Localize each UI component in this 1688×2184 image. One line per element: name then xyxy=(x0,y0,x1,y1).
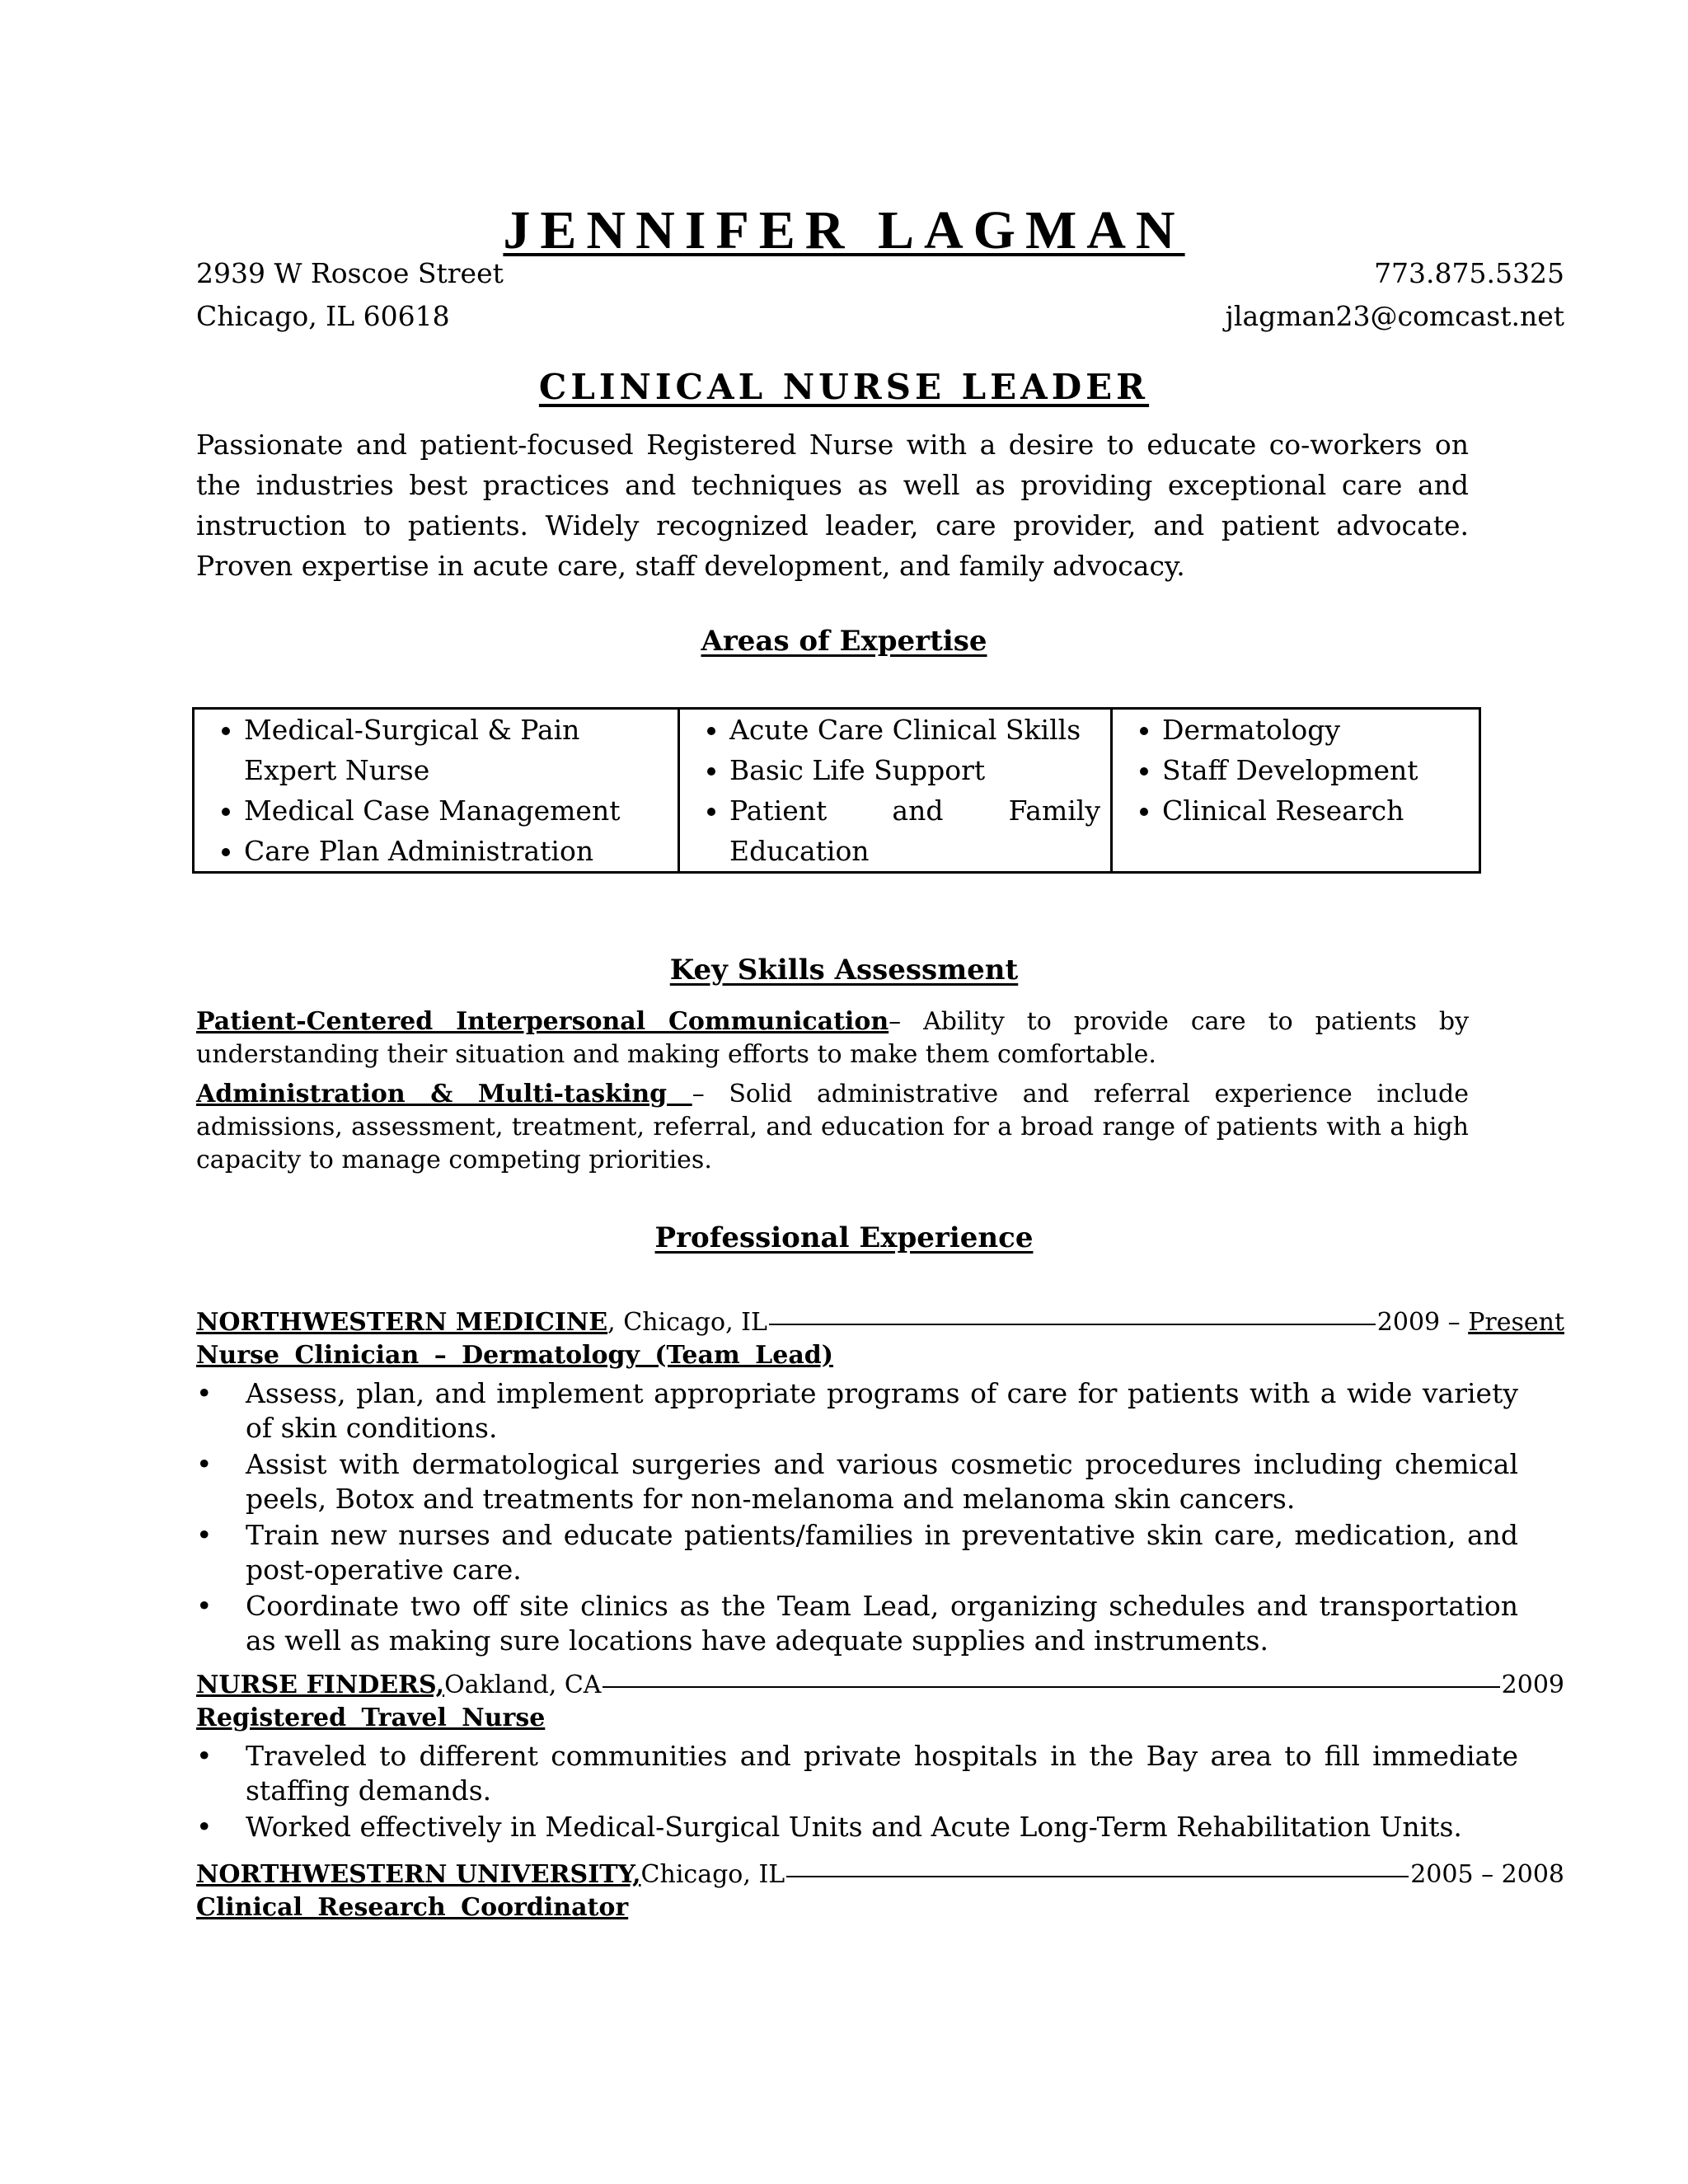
skill-entry xyxy=(196,1078,1469,1177)
expertise-item: • Staff Development xyxy=(1162,750,1469,790)
skill-description: – Solid administrative and referral experience include admissions, assessment, treatment, referral, and education for a broad range of patients with a high capacity to manage competing priorities. xyxy=(196,1080,1469,1174)
leader-line xyxy=(603,1686,1499,1688)
duty-item: • Train new nurses and educate patients/families in preventative skin care, medication, and post-operative care. xyxy=(246,1518,1518,1587)
expertise-item: • Patient and Family Education xyxy=(729,790,1100,871)
skills-heading: Key Skills Assessment xyxy=(669,954,1019,987)
expertise-heading: Areas of Expertise xyxy=(701,625,987,658)
expertise-item: • Basic Life Support xyxy=(729,750,1100,790)
employer-location: Oakland, CA xyxy=(444,1671,602,1699)
duty-item: • Coordinate two off site clinics as the Team Lead, organizing schedules and transportation as well as making sure locations have adequate supplies and instruments. xyxy=(246,1589,1518,1658)
phone-number: 773.875.5325 xyxy=(1374,257,1564,289)
job-dates: 2009 xyxy=(1501,1671,1564,1699)
expertise-column-2 xyxy=(679,709,1112,873)
address-line-1: 2939 W Roscoe Street xyxy=(196,257,504,289)
expertise-item: • Care Plan Administration xyxy=(244,831,668,871)
duty-item: • Worked effectively in Medical-Surgical Units and Acute Long-Term Rehabilitation Units. xyxy=(246,1810,1518,1844)
skill-description: – Ability to provide care to patients by understanding their situation and making efforts to make them comfortable. xyxy=(196,1007,1470,1069)
leader-line xyxy=(786,1876,1409,1877)
experience-heading: Professional Experience xyxy=(654,1221,1034,1254)
candidate-name: JENNIFER LAGMAN xyxy=(503,200,1185,260)
duty-item: • Assist with dermatological surgeries and various cosmetic procedures including chemical peels, Botox and treatments for non-melanoma and melanoma skin cancers. xyxy=(246,1447,1518,1516)
expertise-column-1 xyxy=(194,709,679,873)
expertise-table xyxy=(192,707,1481,874)
skill-label: Patient-Centered Interpersonal Communication xyxy=(196,1007,889,1036)
employer-location: Chicago, IL xyxy=(640,1860,785,1889)
leader-line xyxy=(769,1324,1376,1325)
duty-item: • Assess, plan, and implement appropriate programs of care for patients with a wide variety of skin conditions. xyxy=(246,1376,1518,1446)
job-dates: 2005 – 2008 xyxy=(1410,1860,1564,1889)
job-title: Nurse Clinician – Dermatology (Team Lead) xyxy=(196,1341,833,1370)
skill-entry xyxy=(196,1005,1469,1071)
expertise-item: • Dermatology xyxy=(1162,710,1469,750)
job-title: Registered Travel Nurse xyxy=(196,1704,546,1732)
job-title: Clinical Research Coordinator xyxy=(196,1893,629,1922)
job-header xyxy=(196,1669,1564,1702)
employer-name: NORTHWESTERN UNIVERSITY, xyxy=(196,1860,641,1889)
professional-summary: Passionate and patient-focused Registered Nurse with a desire to educate co-workers on the industries best practices and techniques as well as providing exceptional care and instruction to patients. Widely recognized leader, care provider, and patient advocate. Proven expertise in acute care, staff development, and family advocacy. xyxy=(196,429,1469,582)
employer-name: NURSE FINDERS, xyxy=(196,1671,445,1699)
job-dates: 2009 – Present xyxy=(1376,1308,1564,1337)
job-header xyxy=(196,1858,1564,1891)
expertise-item: • Medical Case Management xyxy=(244,790,668,831)
job-duties xyxy=(196,1739,1518,1846)
resume-title: CLINICAL NURSE LEADER xyxy=(538,367,1150,407)
job-header xyxy=(196,1306,1564,1339)
address-line-2: Chicago, IL 60618 xyxy=(196,300,450,332)
email-address: jlagman23@comcast.net xyxy=(1225,300,1564,332)
job-duties xyxy=(196,1376,1518,1660)
expertise-item: • Clinical Research xyxy=(1162,790,1469,831)
employer-location: , Chicago, IL xyxy=(607,1308,767,1337)
employer-name: NORTHWESTERN MEDICINE xyxy=(196,1308,608,1337)
expertise-item: • Medical-Surgical & Pain Expert Nurse xyxy=(244,710,668,790)
duty-item: • Traveled to different communities and private hospitals in the Bay area to fill immediate staffing demands. xyxy=(246,1739,1518,1808)
expertise-item: • Acute Care Clinical Skills xyxy=(729,710,1100,750)
expertise-column-3 xyxy=(1112,709,1480,873)
skill-label: Administration & Multi-tasking xyxy=(196,1080,692,1108)
